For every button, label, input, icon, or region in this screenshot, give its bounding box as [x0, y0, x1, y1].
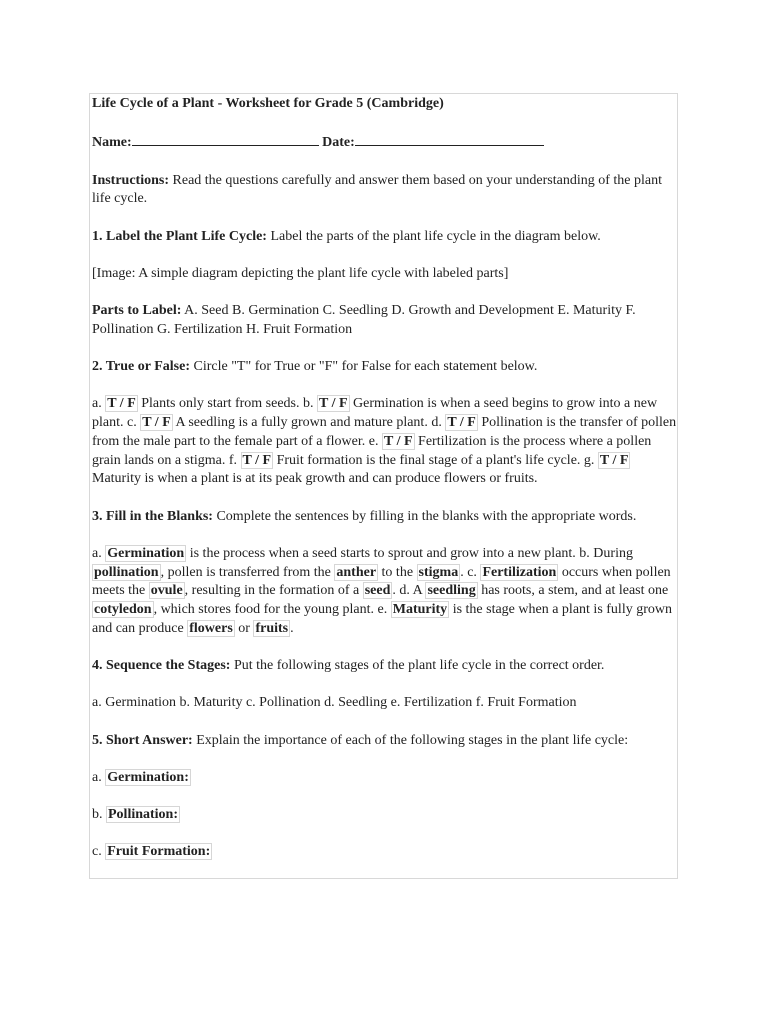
instructions-label: Instructions: — [92, 172, 170, 188]
q3-text-part: is the process when a seed starts to sprout and grow into a new plant. b. During — [186, 545, 633, 561]
q2-item-text: Fruit formation is the final stage of a plant's life cycle. — [273, 452, 584, 468]
name-label: Name: — [92, 135, 132, 151]
q3-text-part: is the stage when a plant is fully grown and can produce — [92, 602, 672, 636]
blank-flowers[interactable]: flowers — [189, 620, 233, 636]
q2-item-prefix: b. — [303, 396, 318, 412]
q5-label: 5. Short Answer: — [92, 732, 193, 748]
tf-choice-b[interactable]: T / F — [319, 396, 348, 412]
q3-heading — [92, 508, 678, 527]
q3-text-part: , pollen is transferred from the — [160, 564, 335, 580]
q2-item-text: Maturity is when a plant is at its peak growth and can produce flowers or fruits. — [92, 471, 538, 487]
date-label: Date: — [322, 135, 355, 151]
blank-pollination[interactable]: pollination — [94, 564, 159, 580]
q2-item-prefix: d. — [431, 415, 446, 431]
q4-items: a. Germination b. Maturity c. Pollination d. Seedling e. Fertilization f. Fruit Formation — [92, 695, 577, 711]
q1-image-placeholder: [Image: A simple diagram depicting the plant life cycle with labeled parts] — [92, 265, 509, 281]
title-text: Life Cycle of a Plant - Worksheet for Grade 5 (Cambridge) — [92, 96, 444, 111]
q2-item-text: Germination is when a seed begins to grow into a new plant. — [92, 396, 658, 431]
q3-text: Complete the sentences by filling in the blanks with the appropriate words. — [212, 508, 637, 524]
blank-stigma[interactable]: stigma — [418, 564, 459, 580]
instructions-text: Read the questions carefully and answer them based on your understanding of the plant life cycle. — [92, 172, 662, 207]
q5-item-prefix: a. — [92, 769, 106, 785]
q4-heading — [92, 657, 678, 676]
blank-seedling[interactable]: seedling — [427, 583, 476, 599]
tf-choice-g[interactable]: T / F — [599, 452, 629, 468]
q2-item-prefix: a. — [92, 396, 106, 412]
instructions — [92, 172, 678, 209]
date-blank[interactable] — [355, 132, 544, 146]
q1-parts-text: A. Seed B. Germination C. Seedling D. Growth and Development E. Maturity F. Pollination G. Fertilization H. Fruit Formation — [92, 303, 636, 337]
q1-label: 1. Label the Plant Life Cycle: — [92, 228, 267, 244]
q2-item-text: A seedling is a fully grown and mature plant. — [172, 415, 432, 431]
blank-ovule[interactable]: ovule — [150, 583, 183, 599]
tf-choice-f[interactable]: T / F — [242, 452, 272, 468]
worksheet-content — [92, 94, 678, 879]
q3-text-part: to the — [378, 564, 417, 580]
q2-statements — [92, 395, 678, 489]
q3-text-part: has roots, a stem, and at least one — [477, 583, 669, 599]
q2-item-text: Pollination is the transfer of pollen from the male part to the female part of a flower. — [92, 415, 677, 449]
q3-sentences — [92, 545, 678, 639]
q5-text: Explain the importance of each of the following stages in the plant life cycle: — [192, 732, 629, 748]
blank-maturity[interactable]: Maturity — [392, 602, 448, 617]
q3-text-part: , resulting in the formation of a — [184, 583, 363, 599]
q2-item-prefix: c. — [127, 415, 141, 431]
blank-germination[interactable]: Germination — [107, 545, 185, 561]
q3-label: 3. Fill in the Blanks: — [92, 508, 213, 524]
tf-choice-c[interactable]: T / F — [142, 415, 171, 431]
name-date-line — [92, 132, 678, 153]
tf-choice-a[interactable]: T / F — [107, 396, 136, 412]
q2-heading — [92, 358, 678, 377]
q4-text: Put the following stages of the plant life cycle in the correct order. — [230, 658, 605, 673]
q2-item-text: Fertilization is the process where a pollen grain lands on a stigma. — [92, 433, 652, 468]
q3-text-part: . d. A — [392, 583, 426, 599]
q5-item-prefix: b. — [92, 807, 106, 823]
blank-cotyledon[interactable]: cotyledon — [94, 602, 152, 617]
q5-item-fruit-formation — [92, 843, 678, 862]
q3-text-part: a. — [92, 545, 106, 561]
q3-text-part: or — [234, 620, 254, 636]
q5-item-pollination — [92, 806, 678, 825]
tf-choice-e[interactable]: T / F — [384, 433, 413, 449]
q5-heading — [92, 732, 678, 751]
short-answer-fruit-formation[interactable]: Fruit Formation: — [107, 844, 211, 860]
q2-label: 2. True or False: — [92, 359, 190, 375]
q1-parts — [92, 302, 678, 339]
q2-text: Circle "T" for True or "F" for False for each statement below. — [190, 359, 538, 375]
tf-choice-d[interactable]: T / F — [447, 415, 476, 431]
q4-label: 4. Sequence the Stages: — [92, 658, 231, 673]
q1-heading — [92, 228, 678, 247]
q1-parts-label: Parts to Label: — [92, 303, 182, 319]
q5-item-prefix: c. — [92, 844, 106, 860]
q2-item-prefix: g. — [583, 452, 598, 468]
name-blank[interactable] — [132, 132, 319, 146]
q2-item-text: Plants only start from seeds. — [137, 396, 304, 412]
blank-seed[interactable]: seed — [364, 583, 391, 599]
blank-fertilization[interactable]: Fertilization — [482, 564, 557, 580]
blank-anther[interactable]: anther — [336, 564, 377, 580]
q3-text-part: . — [290, 620, 294, 636]
q3-text-part: occurs when pollen meets the — [92, 564, 671, 599]
q3-text-part: , which stores food for the young plant. e. — [153, 602, 391, 617]
q5-item-germination — [92, 769, 678, 788]
short-answer-germination[interactable]: Germination: — [107, 769, 189, 785]
worksheet-title — [92, 95, 678, 114]
q3-text-part: . c. — [460, 564, 481, 580]
short-answer-pollination[interactable]: Pollination: — [108, 807, 179, 823]
blank-fruits[interactable]: fruits — [255, 620, 289, 636]
q1-text: Label the parts of the plant life cycle in the diagram below. — [266, 228, 601, 244]
q2-item-prefix: f. — [228, 452, 241, 468]
worksheet-page — [89, 93, 678, 879]
q2-item-prefix: e. — [368, 433, 382, 449]
